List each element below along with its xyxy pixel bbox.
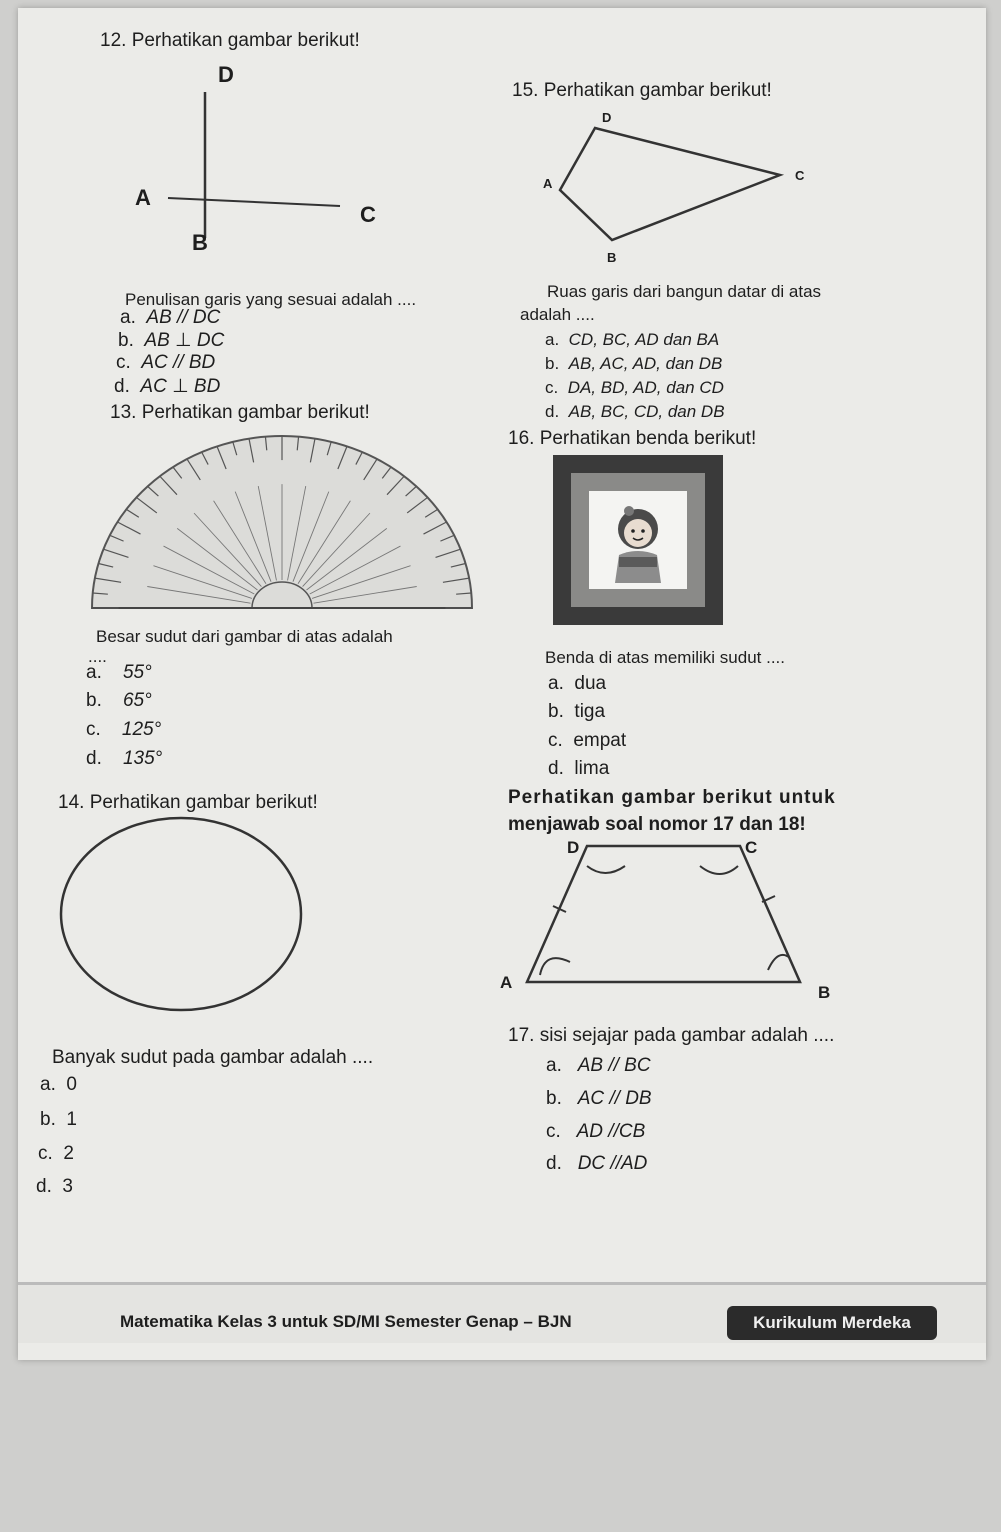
q13-title: 13. Perhatikan gambar berikut! [110, 402, 370, 423]
q12-label-a: A [135, 185, 151, 210]
q12-option-b[interactable]: b. AB ⊥ DC [118, 330, 225, 351]
q15-label-d: D [602, 110, 612, 125]
q13-option-c[interactable]: c. 125° [86, 719, 162, 740]
q15-option-c[interactable]: c. DA, BD, AD, dan CD [545, 378, 724, 397]
q14-option-d[interactable]: d. 3 [36, 1176, 73, 1197]
q17-option-d[interactable]: d. DC //AD [546, 1153, 648, 1174]
q17-option-c[interactable]: c. AD //CB [546, 1121, 646, 1142]
q17-18-intro-line1: Perhatikan gambar berikut untuk [508, 787, 836, 808]
q14-option-a[interactable]: a. 0 [40, 1074, 77, 1095]
q15-option-b[interactable]: b. AB, AC, AD, dan DB [545, 354, 723, 373]
q17-option-a[interactable]: a. AB // BC [546, 1055, 651, 1076]
q15-question-line2: adalah .... [520, 305, 595, 324]
q14-option-b[interactable]: b. 1 [40, 1109, 77, 1130]
q17-option-b[interactable]: b. AC // DB [546, 1088, 652, 1109]
trap-label-c: C [745, 838, 758, 857]
q12-option-c[interactable]: c. AC // BD [116, 352, 216, 373]
q13-option-b[interactable]: b. 65° [86, 690, 152, 711]
angle-mark-d [587, 866, 625, 873]
trap-label-d: D [567, 838, 580, 857]
q14-option-c[interactable]: c. 2 [38, 1143, 74, 1164]
curriculum-badge: Kurikulum Merdeka [727, 1306, 937, 1340]
q15-option-d[interactable]: d. AB, BC, CD, dan DB [545, 402, 725, 421]
q15-label-b: B [607, 250, 617, 265]
q15-option-a[interactable]: a. CD, BC, AD dan BA [545, 330, 720, 349]
q14-title: 14. Perhatikan gambar berikut! [58, 792, 318, 813]
angle-mark-c [700, 866, 738, 874]
footer-title: Matematika Kelas 3 untuk SD/MI Semester Genap – BJN [120, 1312, 572, 1331]
q13-option-a[interactable]: a. 55° [86, 662, 152, 683]
angle-mark-a [540, 958, 570, 975]
q15-label-a: A [543, 176, 553, 191]
q13-question: Besar sudut dari gambar di atas adalah [96, 627, 393, 646]
q12-label-b: B [192, 230, 208, 255]
trap-label-a: A [500, 973, 513, 992]
q12-title: 12. Perhatikan gambar berikut! [100, 30, 360, 51]
q12-label-d: D [218, 62, 234, 87]
q12-label-c: C [360, 202, 376, 227]
q16-option-a[interactable]: a. dua [548, 673, 607, 694]
angle-mark-b [768, 955, 790, 970]
q16-option-d[interactable]: d. lima [548, 758, 610, 779]
trap-label-b: B [818, 983, 831, 1002]
q16-title: 16. Perhatikan benda berikut! [508, 428, 757, 449]
q16-option-c[interactable]: c. empat [548, 730, 627, 751]
q12-question: Penulisan garis yang sesuai adalah .... [125, 290, 417, 309]
q15-question-line1: Ruas garis dari bangun datar di atas [547, 282, 822, 301]
q15-label-c: C [795, 168, 805, 183]
q17-18-intro-line2: menjawab soal nomor 17 dan 18! [508, 814, 806, 835]
q14-question: Banyak sudut pada gambar adalah .... [52, 1047, 374, 1068]
q12-option-a[interactable]: a. AB // DC [120, 307, 221, 328]
q13-question-cont: .... [88, 647, 107, 666]
q13-option-d[interactable]: d. 135° [86, 748, 163, 769]
q16-option-b[interactable]: b. tiga [548, 701, 606, 722]
q17-question: 17. sisi sejajar pada gambar adalah .... [508, 1025, 835, 1046]
q12-option-d[interactable]: d. AC ⊥ BD [114, 376, 221, 397]
q16-question: Benda di atas memiliki sudut .... [545, 648, 786, 667]
q15-title: 15. Perhatikan gambar berikut! [512, 80, 772, 101]
